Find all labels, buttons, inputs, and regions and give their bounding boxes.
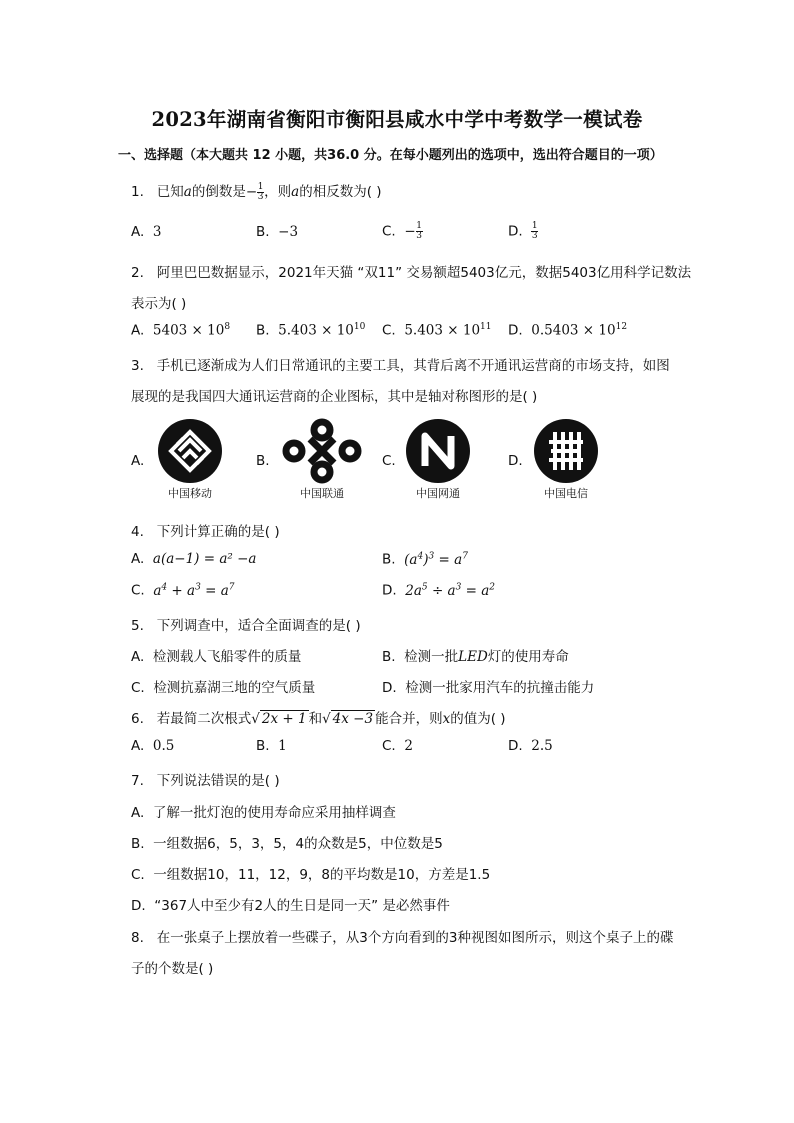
radical-1: 2x + 1 bbox=[261, 711, 307, 727]
china-unicom-knot-icon bbox=[280, 418, 364, 484]
q4-option-c: C. $a^4 + a^3 = a^7$ bbox=[131, 582, 235, 599]
china-netcom-logo: 中国网通 bbox=[398, 418, 478, 501]
q1-option-d: D. $\frac{1}{3}$ bbox=[508, 221, 538, 241]
q4-option-d: D. $2a^5 \div a^3 = a^2$ bbox=[382, 582, 496, 599]
question-6: 6. 若最简二次根式√ 2x + 1 和√ 4x −3 能合并，则x的值为( ) bbox=[131, 711, 506, 727]
q6-option-b: B. 1 bbox=[256, 738, 287, 754]
q5-option-d: D. 检测一批家用汽车的抗撞击能力 bbox=[382, 680, 595, 696]
question-3-line-1: 3. 手机已逐渐成为人们日常通讯的主要工具，其背后离不开通讯运营商的市场支持，如图 bbox=[131, 358, 670, 374]
question-7: 7. 下列说法错误的是( ) bbox=[131, 773, 280, 789]
q7-option-a: A. 了解一批灯泡的使用寿命应采用抽样调查 bbox=[131, 805, 396, 821]
q4-option-b: B. $(a^4)^3 = a^7$ bbox=[382, 551, 468, 568]
section-heading: 一、选择题（本大题共 12 小题，共36.0 分。在每小题列出的选项中，选出符合题目的一项） bbox=[118, 148, 663, 163]
q5-option-c: C. 检测抗嘉湖三地的空气质量 bbox=[131, 680, 316, 696]
q4-option-a: A. a(a−1) = a² −a bbox=[131, 551, 257, 567]
china-mobile-icon bbox=[157, 418, 223, 484]
radical-2: 4x −3 bbox=[332, 711, 374, 727]
q6-option-c: C. 2 bbox=[382, 738, 413, 754]
question-2-line-2: 表示为( ) bbox=[131, 296, 187, 312]
china-telecom-logo: 中国电信 bbox=[526, 418, 606, 501]
china-telecom-icon bbox=[533, 418, 599, 484]
q3-option-b-label: B. bbox=[256, 453, 270, 469]
page-title: 2023年湖南省衡阳市衡阳县咸水中学中考数学一模试卷 bbox=[151, 108, 643, 131]
q1-option-b: B. −3 bbox=[256, 224, 299, 240]
question-8-line-1: 8. 在一张桌子上摆放着一些碟子，从3个方向看到的3种视图如图所示，则这个桌子上的碟 bbox=[131, 930, 674, 946]
question-3-line-2: 展现的是我国四大通讯运营商的企业图标，其中是轴对称图形的是( ) bbox=[131, 389, 538, 405]
q1-option-a: A. 3 bbox=[131, 224, 162, 240]
china-unicom-logo: 中国联通 bbox=[276, 418, 368, 501]
question-4: 4. 下列计算正确的是( ) bbox=[131, 524, 280, 540]
question-1: 1. 已知a的倒数是− $\frac{1}{3}$ ，则a的相反数为( ) bbox=[131, 181, 382, 202]
q5-option-b: B. 检测一批LED灯的使用寿命 bbox=[382, 649, 569, 665]
q2-option-b: B. $5.403 \times 10^{10}$ bbox=[256, 322, 366, 339]
q2-option-a: A. $5403 \times 10^8$ bbox=[131, 322, 231, 339]
q7-option-b: B. 一组数据6，5，3，5，4的众数是5，中位数是5 bbox=[131, 836, 443, 852]
question-2-line-1: 2. 阿里巴巴数据显示，2021年天猫 “双11” 交易额超5403亿元，数据5403亿用科学记数法 bbox=[131, 265, 692, 281]
q3-option-d-label: D. bbox=[508, 453, 523, 469]
q7-option-d: D. “367人中至少有2人的生日是同一天” 是必然事件 bbox=[131, 898, 450, 914]
q3-option-c-label: C. bbox=[382, 453, 396, 469]
question-5: 5. 下列调查中，适合全面调查的是( ) bbox=[131, 618, 361, 634]
q7-option-c: C. 一组数据10，11，12，9，8的平均数是10，方差是1.5 bbox=[131, 867, 491, 883]
q3-option-a-label: A. bbox=[131, 453, 145, 469]
q6-option-a: A. 0.5 bbox=[131, 738, 175, 754]
q2-option-c: C. $5.403 \times 10^{11}$ bbox=[382, 322, 492, 339]
question-8-line-2: 子的个数是( ) bbox=[131, 961, 214, 977]
q5-option-a: A. 检测载人飞船零件的质量 bbox=[131, 649, 302, 665]
q1-option-c: C. − $\frac{1}{3}$ bbox=[382, 221, 422, 241]
fraction: $\frac{1}{3}$ bbox=[257, 181, 264, 202]
china-mobile-logo: 中国移动 bbox=[150, 418, 230, 501]
china-netcom-icon bbox=[405, 418, 471, 484]
q2-option-d: D. $0.5403 \times 10^{12}$ bbox=[508, 322, 628, 339]
q6-option-d: D. 2.5 bbox=[508, 738, 553, 754]
